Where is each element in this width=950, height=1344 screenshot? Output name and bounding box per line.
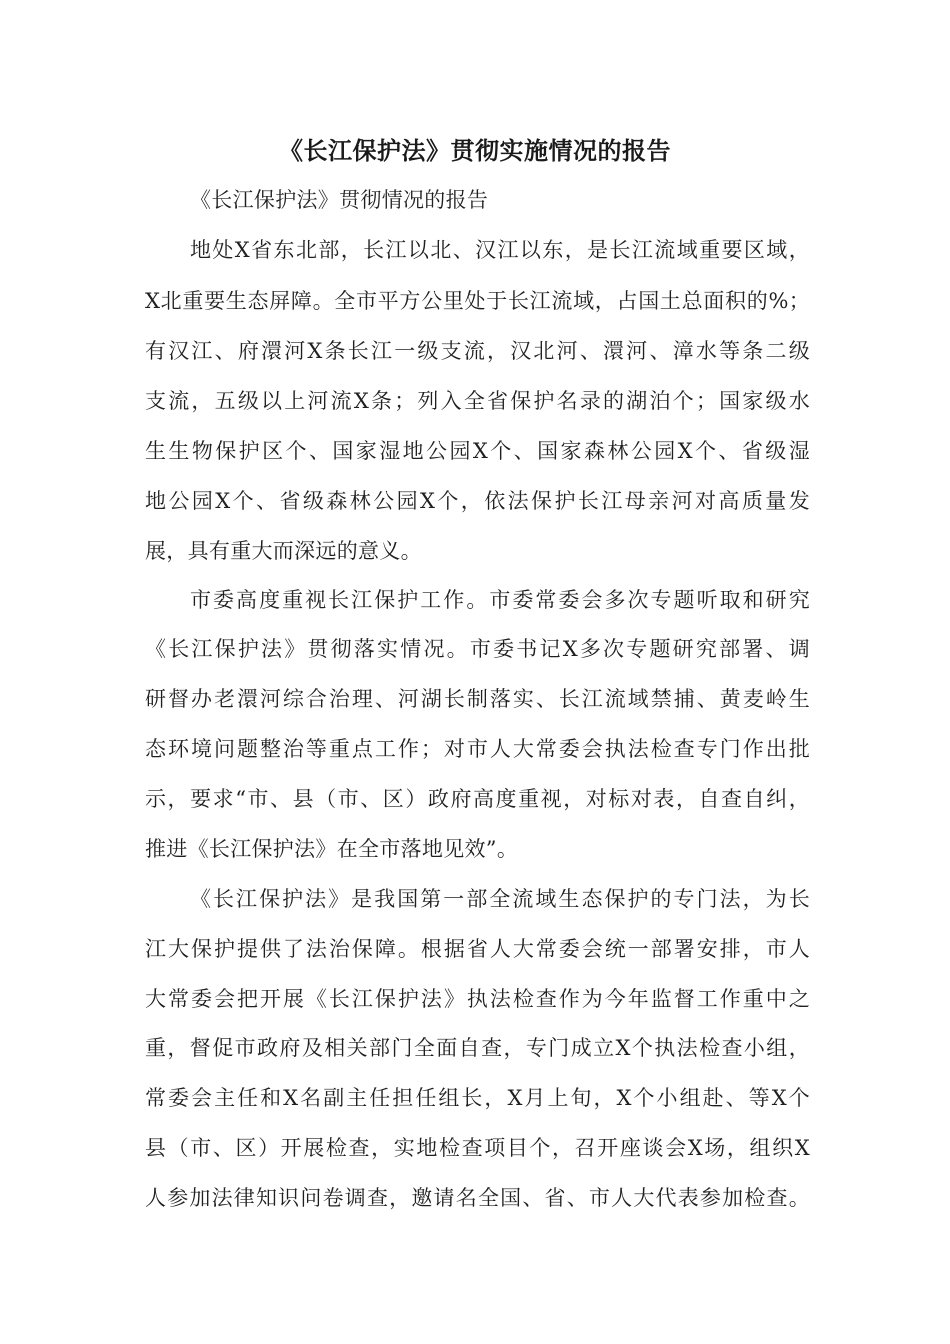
paragraph-3-line-6: 县（市、区）开展检查，实地检查项目个，召开座谈会X场，组织X	[145, 1136, 810, 1160]
paragraph-2-line-3: 研督办老澴河综合治理、河湖长制落实、长江流域禁捕、黄麦岭生	[145, 687, 810, 711]
paragraph-1-line-1: 地处X省东北部，长江以北、汉江以东，是长江流域重要区域，	[190, 238, 810, 262]
document-title: 《长江保护法》贯彻实施情况的报告	[279, 137, 671, 165]
subtitle-line: 《长江保护法》贯彻情况的报告	[190, 188, 489, 212]
paragraph-1-line-6: 地公园X个、省级森林公园X个，依法保护长江母亲河对高质量发	[145, 489, 810, 513]
paragraph-3-line-5: 常委会主任和X名副主任担任组长，X月上旬，X个小组赴、等X个	[145, 1086, 810, 1110]
paragraph-1-line-7: 展，具有重大而深远的意义。	[145, 539, 422, 563]
paragraph-3-line-3: 大常委会把开展《长江保护法》执法检查作为今年监督工作重中之	[145, 987, 810, 1011]
paragraph-2-line-4: 态环境问题整治等重点工作；对市人大常委会执法检查专门作出批	[145, 737, 810, 761]
paragraph-2-line-6: 推进《长江保护法》在全市落地见效”。	[145, 837, 519, 861]
paragraph-3-line-7: 人参加法律知识问卷调查，邀请名全国、省、市人大代表参加检查。	[145, 1186, 810, 1210]
paragraph-3-line-2: 江大保护提供了法治保障。根据省人大常委会统一部署安排，市人	[145, 937, 810, 961]
paragraph-3-line-4: 重，督促市政府及相关部门全面自查，专门成立X个执法检查小组，	[145, 1036, 810, 1060]
paragraph-3-line-1: 《长江保护法》是我国第一部全流域生态保护的专门法，为长	[190, 887, 810, 911]
paragraph-1-line-4: 支流，五级以上河流X条；列入全省保护名录的湖泊个；国家级水	[145, 389, 810, 413]
paragraph-1-line-5: 生生物保护区个、国家湿地公园X个、国家森林公园X个、省级湿	[145, 439, 810, 463]
paragraph-1-line-3: 有汉江、府澴河X条长江一级支流，汉北河、澴河、漳水等条二级	[145, 339, 810, 363]
paragraph-2-line-1: 市委高度重视长江保护工作。市委常委会多次专题听取和研究	[190, 588, 810, 612]
paragraph-2-line-2: 《长江保护法》贯彻落实情况。市委书记X多次专题研究部署、调	[145, 637, 810, 661]
paragraph-1-line-2: X北重要生态屏障。全市平方公里处于长江流域，占国土总面积的%；	[145, 289, 810, 313]
paragraph-2-line-5: 示，要求“市、县（市、区）政府高度重视，对标对表，自查自纠，	[145, 787, 810, 811]
